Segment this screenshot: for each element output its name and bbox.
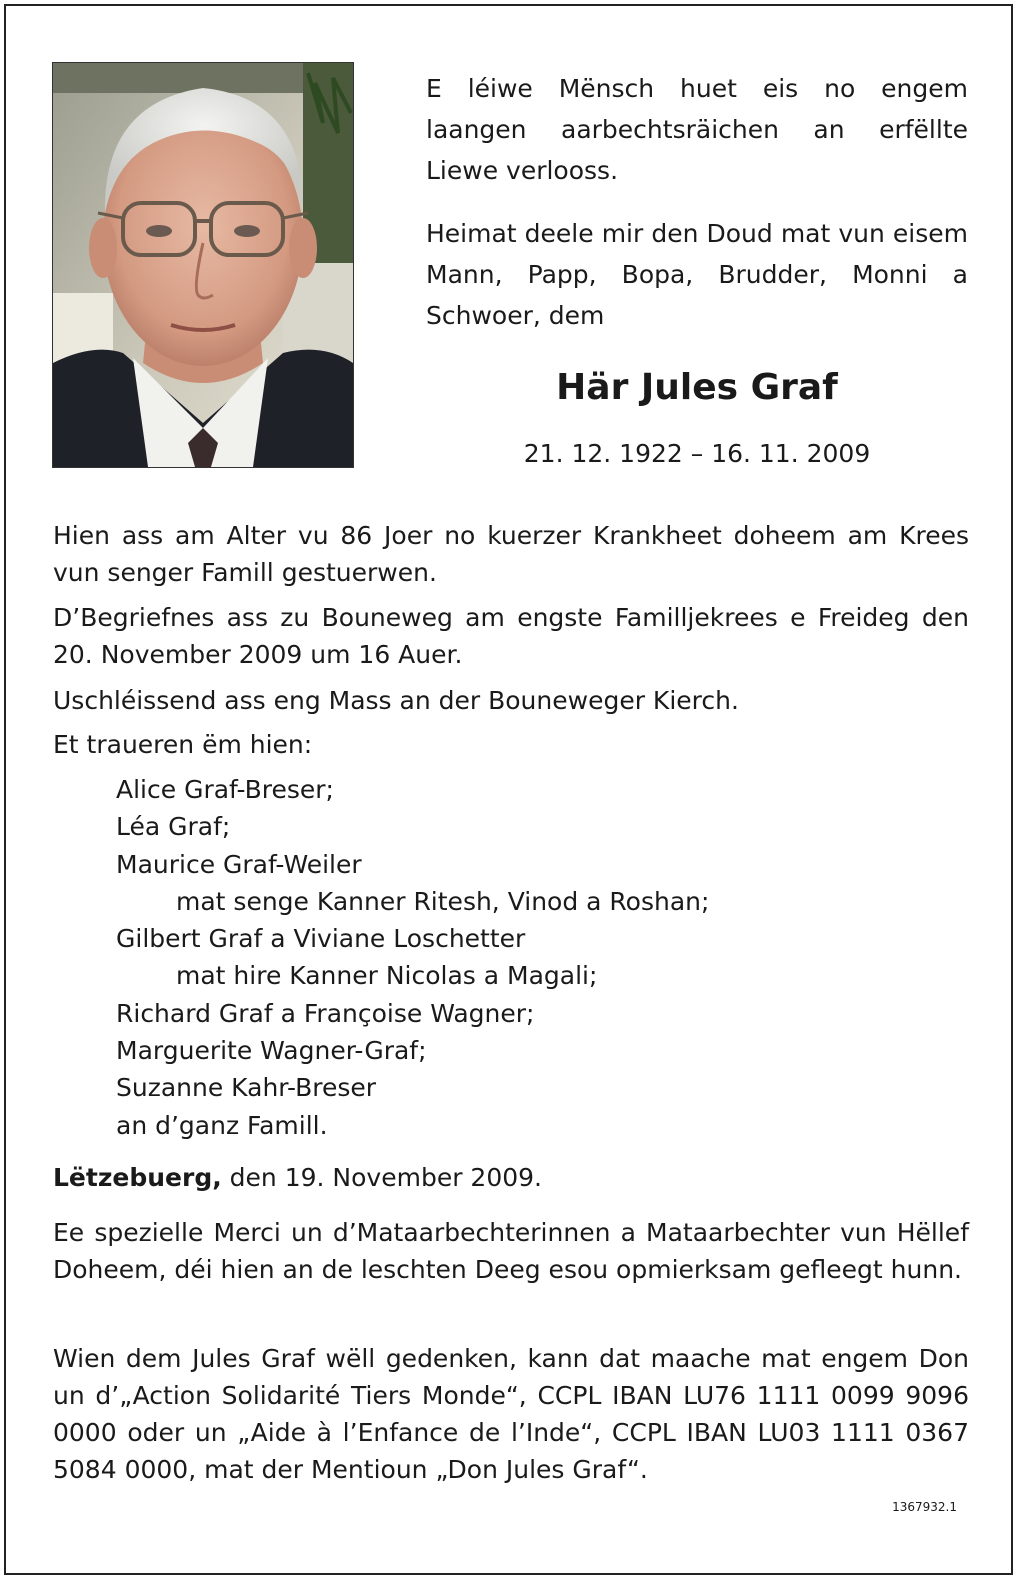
portrait-photo <box>52 62 354 468</box>
mourner-list <box>116 771 709 1144</box>
place-date-line <box>53 1159 969 1196</box>
intro-text: E léiwe Mënsch huet eis no engem laangen aarbechtsräichen an erfëllte Liewe verlooss. <box>426 74 968 185</box>
mourner-item: Gilbert Graf a Viviane Loschetter <box>116 924 526 954</box>
mourners-intro: Et traueren ëm hien: <box>53 730 313 759</box>
announcement-text: Heimat deele mir den Doud mat vun eisem Mann, Papp, Bopa, Brudder, Monni a Schwoer, dem <box>426 219 968 330</box>
mourner-item: Suzanne Kahr-Breser <box>116 1073 377 1103</box>
funeral-paragraph: D’Begriefnes ass zu Bouneweg am engste Familljekrees e Freideg den 20. November 2009 um 16 Auer. <box>53 603 969 669</box>
mourner-children: mat senge Kanner Ritesh, Vinod a Roshan; <box>176 886 710 916</box>
thanks-paragraph: Ee spezielle Merci un d’Mataarbechterinnen a Mataarbechter vun Hëllef Doheem, déi hien an de leschten Deeg esou opmierksam gefleegt hunn. <box>53 1218 969 1284</box>
reference-number: 1367932.1 <box>892 1500 957 1514</box>
mourner-item: Alice Graf-Breser; <box>116 775 334 804</box>
mourner-item: Maurice Graf-Weiler <box>116 849 362 879</box>
mourner-item: Marguerite Wagner-Graf; <box>116 1036 427 1066</box>
death-paragraph: Hien ass am Alter vu 86 Joer no kuerzer Krankheet doheem am Krees vun senger Famill gestuerwen. <box>53 521 969 587</box>
mourner-children: mat hire Kanner Nicolas a Magali; <box>176 961 598 991</box>
portrait-image <box>53 63 353 467</box>
obituary-notice <box>4 4 1013 1575</box>
mourner-item: Richard Graf a Françoise Wagner; <box>116 998 535 1028</box>
mourner-item: Léa Graf; <box>116 812 231 842</box>
mass-paragraph: Uschléissend ass eng Mass an der Bouneweger Kierch. <box>53 686 739 715</box>
life-dates: 21. 12. 1922 – 16. 11. 2009 <box>523 439 871 468</box>
deceased-name: Här Jules Graf <box>556 367 838 408</box>
notice-date: den 19. November 2009. <box>229 1163 542 1192</box>
mourner-item: an d’ganz Famill. <box>116 1110 328 1140</box>
place-name: Lëtzebuerg, <box>53 1163 222 1192</box>
donation-paragraph: Wien dem Jules Graf wëll gedenken, kann dat maache mat engem Don un d’„Action Solidarité Tiers Monde“, CCPL IBAN LU76 1111 0099 9096 0000 oder un „Aide à l’Enfance de l’Inde“, CCPL IBAN LU03 1111 0367 5084 0000, mat der Mentioun „Don Jules Graf“. <box>53 1344 969 1484</box>
